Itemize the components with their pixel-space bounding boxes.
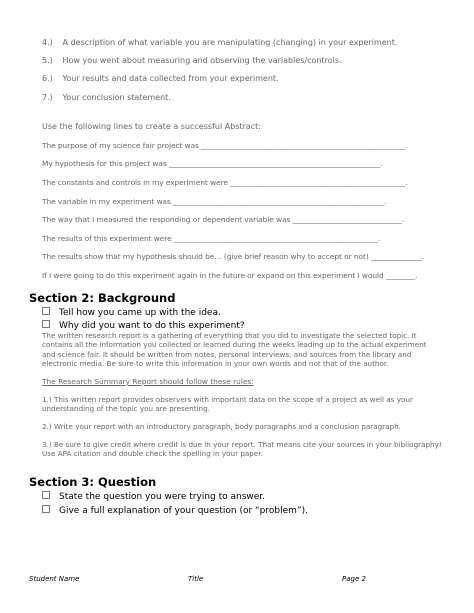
abstract-intro: Use the following lines to create a successful Abstract: [42,122,261,131]
bullet-text: Tell how you came up with the idea. [59,308,221,318]
list-item [42,38,397,47]
checkbox-icon [42,307,50,315]
abstract-line: The way that I measured the responding or dependent variable was ______________________________. [42,215,405,224]
checkbox-icon [42,320,50,328]
list-number: 6.) [42,74,53,83]
list-number: 7.) [42,93,53,102]
section-2-title: Section 2: Background [29,291,176,305]
background-paragraph: The written research report is a gathering of everything that you did to investigate the selected topic. It contains all the information you collected or learned during the weeks leading up to the actual experiment and science fair. It should be written from notes, personal interviews, and sources from the library and electronic media. Be sure to write this information in your own words and not that of the author. [42,331,427,369]
abstract-line: If I were going to do this experiment again in the future or expand on this experiment I would ________. [42,271,418,280]
bullet-text: Why did you want to do this experiment? [59,321,245,331]
abstract-line: The purpose of my science fair project was ________________________________________________________. [42,141,408,150]
abstract-line: My hypothesis for this project was __________________________________________________________. [42,159,383,168]
rule-item: 2.) Write your report with an introductory paragraph, body paragraphs and a conclusion paragraph. [42,422,401,431]
bullet-text: Give a full explanation of your question (or “problem”). [59,506,308,516]
abstract-line: The results show that my hypothesis should be… (give brief reason why to accept or not) ______________. [42,252,425,261]
rule-item: 3.) Be sure to give credit where credit is due in your report. That means cite your sources in your bibliography! Use APA citation and double check the spelling in your paper. [42,440,442,459]
list-item [42,320,245,331]
section-3-title: Section 3: Question [29,475,157,489]
bullet-text: State the question you were trying to answer. [59,492,266,502]
footer-page-number: Page 2 [342,575,366,583]
abstract-line: The constants and controls in my experiment were ________________________________________________. [42,178,408,187]
list-item [42,74,279,83]
checkbox-icon [42,505,50,513]
list-item [42,307,221,318]
list-item [42,93,171,102]
list-item [42,491,265,502]
abstract-line: The variable in my experiment was __________________________________________________________. [42,197,387,206]
list-number: 4.) [42,38,53,47]
list-item [42,56,342,65]
checkbox-icon [42,491,50,499]
list-text: Your conclusion statement. [62,93,171,102]
footer-student-name: Student Name [29,575,80,583]
abstract-line: The results of this experiment were ________________________________________________________. [42,234,381,243]
list-text: A description of what variable you are manipulating (changing) in your experiment. [62,38,398,47]
rule-item: 1.) This written report provides observers with important data on the scope of a project as well as your understanding of the topic you are presenting. [42,395,413,414]
list-item [42,505,308,516]
list-text: Your results and data collected from your experiment. [62,74,279,83]
rsr-heading: The Research Summary Report should follow these rules: [42,377,254,386]
list-number: 5.) [42,56,53,65]
footer-title: Title [188,575,204,583]
list-text: How you went about measuring and observing the variables/controls. [62,56,342,65]
